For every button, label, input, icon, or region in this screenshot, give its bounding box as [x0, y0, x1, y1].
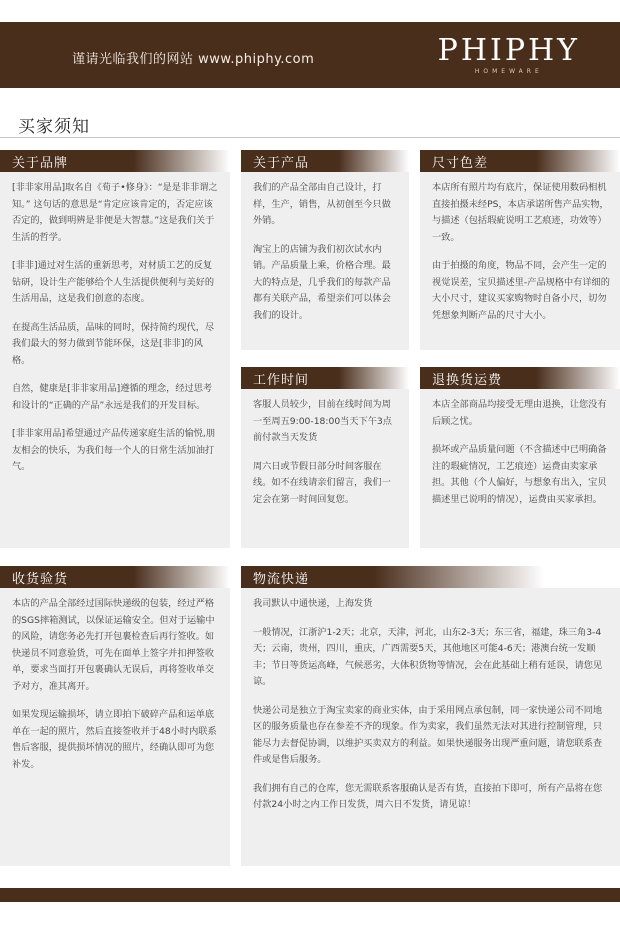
- welcome-text: 谨请光临我们的网站 www.phiphy.com: [72, 52, 315, 67]
- paragraph: 我们拥有自己的仓库，您无需联系客服确认是否有货，直接拍下即可，所有产品将在您付款24小时之内工作日发货，周六日不发货，请见谅！: [253, 782, 603, 810]
- paragraph: 在提高生活品质，品味的同时，保持简约现代，尽我们最大的努力做到节能环保，这是[非非]的风格。: [12, 321, 215, 366]
- card-product: [241, 150, 409, 350]
- card-title: 关于品牌: [12, 156, 69, 171]
- paragraph: 淘宝上的店铺为我们初次试水内销。产品质量上乘，价格合理。最大的特点是，几乎我们的每款产品都有关联产品，希望亲们可以体会我们的设计。: [253, 243, 391, 321]
- paragraph: 周六日或节假日部分时间客服在线。如不在线请亲们留言，我们一定会在第一时间回复您。: [253, 460, 391, 505]
- paragraph: 如果发现运输损坏，请立即拍下破碎产品和运单底单在一起的照片，然后直接签收并于48小时内联系售后客服，提供损坏情况的照片，经确认即可为您补发。: [12, 709, 217, 770]
- paragraph: 客服人员较少，目前在线时间为周一至周五9:00-18:00当天下午3点前付款当天发货: [253, 399, 392, 443]
- card-title: 收货验货: [12, 572, 69, 587]
- paragraph: 快递公司是独立于淘宝卖家的商业实体，由于采用网点承包制，同一家快递公司不同地区的服务质量也存在参差不齐的现象。作为卖家，我们虽然无法对其进行控制管理，只能尽力去督促协调，以维护买卖双方的利益。如果快递服务出现严重问题，请您联系查件或是售后服务。: [253, 704, 603, 765]
- card-worktime: [241, 367, 409, 548]
- card-header: [420, 367, 620, 389]
- paragraph: 损坏或产品质量问题（不含描述中已明确备注的瑕疵情况，工艺痕迹）运费由卖家承担。其他（个人偏好，与想象有出入，宝贝描述里已说明的情况），运费由买家承担。: [432, 444, 607, 505]
- paragraph: 本店全部商品均接受无理由退换，让您没有后顾之忧。: [432, 399, 607, 427]
- card-brand: [0, 150, 230, 548]
- card-title: 工作时间: [253, 373, 310, 388]
- card-body: [432, 397, 610, 520]
- card-size: [420, 150, 620, 350]
- paragraph: 自然，健康是[非非家用品]遵循的理念，经过思考和设计的“正确的产品”永远是我们的开发目标。: [12, 383, 213, 411]
- paragraph: 本店所有照片均有底片，保证使用数码相机直接拍摄未经PS，本店承诺所售产品实物，与描述（包括瑕疵说明工艺痕迹，功效等）一致。: [432, 182, 609, 243]
- paragraph: 由于拍摄的角度，物品不同，会产生一定的视觉误差，宝贝描述里-产品规格中有详细的大小尺寸，建议买家购物时自备小尺，切勿凭想象判断产品的尺寸大小。: [432, 260, 610, 321]
- site-header: [0, 22, 620, 88]
- paragraph: 一般情况，江浙沪1-2天；北京，天津，河北，山东2-3天；东三省，福建，珠三角3-4天；云南，贵州，四川，重庆，广西需要5天，其他地区可能4-6天；港澳台统一发顺丰；节日等货运高峰，气候恶劣，大体积货物等情况，会在此基础上稍有延误，请您见谅。: [253, 626, 603, 687]
- logo-text: PHIPHY: [437, 33, 580, 68]
- card-title: 物流快递: [253, 572, 310, 587]
- card-header: [420, 150, 620, 172]
- notice-divider: [0, 137, 620, 138]
- card-body: [12, 596, 220, 785]
- card-header: [241, 367, 409, 389]
- card-inspection: [0, 566, 230, 866]
- card-body: [12, 180, 220, 488]
- card-title: 关于产品: [253, 156, 310, 171]
- card-shipping: [241, 566, 620, 866]
- notice-title: 买家须知: [18, 117, 90, 137]
- logo-subtext: HOMEWARE: [474, 68, 543, 75]
- paragraph: [非非]通过对生活的重新思考，对材质工艺的反复钻研，设计生产能够给个人生活提供便利与美好的生活用品，这是我们创意的态度。: [12, 260, 215, 304]
- card-returns: [420, 367, 620, 548]
- card-header: [0, 150, 230, 172]
- card-body: [253, 180, 399, 336]
- card-header: [0, 566, 230, 588]
- footer-bar: [0, 888, 620, 902]
- card-header: [241, 150, 409, 172]
- paragraph: [非非家用品]希望通过产品传递家庭生活的愉悦,朋友相会的快乐，为我们每一个人的日常生活加油打气。: [12, 428, 216, 472]
- card-body: [253, 596, 610, 826]
- brand-logo: [437, 33, 580, 75]
- paragraph: [非非家用品]取名自《荀子•修身》：“是是非非谓之知。” 这句话的意思是“肯定应该肯定的，否定应该否定的，做到明辨是非便是大智慧。”这是我们关于生活的哲学。: [12, 182, 218, 243]
- card-title: 尺寸色差: [432, 156, 489, 171]
- paragraph: 本店的产品全部经过国际快递级的包装，经过严格的SGS摔箱测试，以保证运输安全。但对于运输中的风险，请您务必先打开包裹检查后再行签收。如快递员不同意验货，可先在面单上签字并扣押签收单，要求当面打开包裹确认无误后，再将签收单交予对方，准其离开。: [12, 598, 215, 692]
- paragraph: 我们的产品全部由自己设计，打样，生产，销售，从初创至今只做外销。: [253, 182, 391, 226]
- paragraph: 我司默认中通快递，上海发货: [253, 598, 373, 609]
- card-body: [432, 180, 610, 336]
- card-header: [241, 566, 620, 588]
- card-title: 退换货运费: [432, 373, 503, 388]
- card-body: [253, 397, 399, 520]
